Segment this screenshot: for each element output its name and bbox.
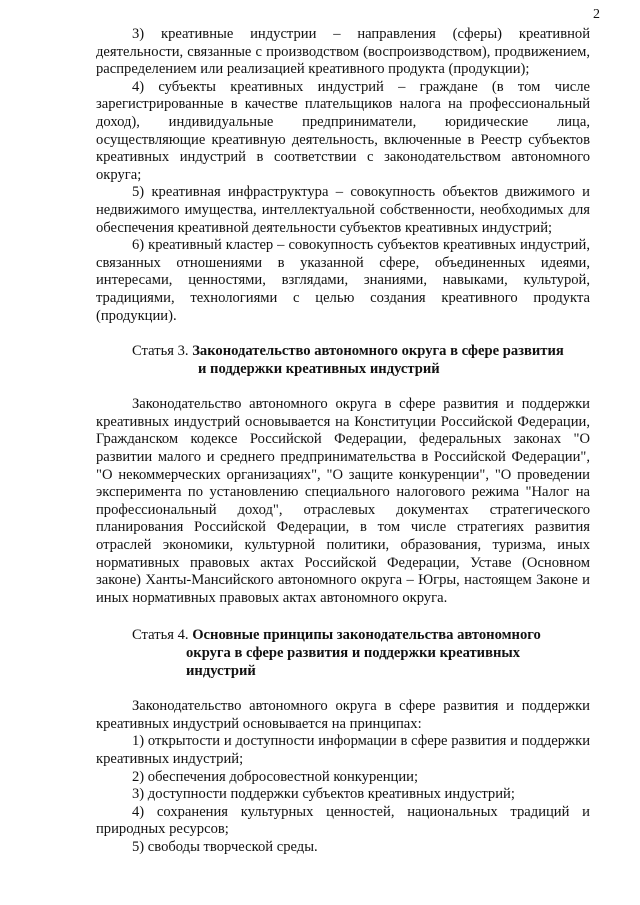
article-3-heading-line: [96, 343, 590, 361]
article-4-number: Статья 4.: [132, 627, 189, 644]
article-4-title-cont: индустрий: [186, 662, 256, 679]
article-3-body: Законодательство автономного округа в сфере развития и поддержки креативных индустрий основывается на Конституции Российской Федерации, Гражданском кодексе Российской Федерации, федеральных законах "О развитии малого и среднего предпринимательства в Российской Федерации", "О некоммерческих организациях", "О защите конкуренции", "О проведении эксперимента по установлению специального налогового режима "Налог на профессиональный доход", отраслевых документах стратегического планирования Российской Федерации, в том числе стратегиях развития отраслей экономики, культурной политики, образования, туризма, иных нормативных правовых актах Российской Федерации, Уставе (Основном законе) Ханты-Мансийского автономного округа – Югры, настоящем Законе и иных нормативных правовых актах автономного округа.: [96, 396, 590, 606]
definition-item: 5) креативная инфраструктура – совокупность объектов движимого и недвижимого имущества, интеллектуальной собственности, необходимых для обеспечения креативной деятельности субъектов креативных индустрий;: [96, 184, 590, 236]
definition-item: 6) креативный кластер – совокупность субъектов креативных индустрий, связанных отношениями в указанной сфере, объединенных идеями, интересами, ценностями, взглядами, знаниями, навыками, культурой, традициями, технологиями с целью создания креативного продукта (продукции).: [96, 237, 590, 324]
article-4-title-cont: округа в сфере развития и поддержки креативных: [186, 645, 521, 661]
principle-item: 4) сохранения культурных ценностей, национальных традиций и природных ресурсов;: [96, 803, 590, 838]
article-4-intro: Законодательство автономного округа в сфере развития и поддержки креативных индустрий основывается на принципах:: [96, 698, 590, 732]
principle-item: 1) открытости и доступности информации в сфере развития и поддержки креативных индустрий;: [96, 733, 590, 767]
principle-item: 5) свободы творческой среды.: [132, 838, 318, 855]
article-4-title: Основные принципы законодательства автономного: [192, 627, 541, 644]
article-3-title: Законодательство автономного округа в сфере развития: [192, 343, 564, 360]
definition-item: 3) креативные индустрии – направления (сферы) креативной деятельности, связанные с производством (воспроизводством), продвижением, распределением или реализацией креативного продукта (продукции);: [96, 26, 590, 78]
principle-item: 2) обеспечения добросовестной конкуренции;: [132, 768, 419, 785]
article-4-heading-line: [96, 627, 590, 645]
article-3-heading: [96, 343, 590, 378]
page-number: 2: [593, 7, 600, 22]
article-4-heading: [96, 627, 590, 680]
article-3-title-cont: и поддержки креативных индустрий: [198, 360, 440, 377]
principle-item: 3) доступности поддержки субъектов креативных индустрий;: [132, 786, 515, 803]
definition-item: 4) субъекты креативных индустрий – граждане (в том числе зарегистрированные в качестве плательщиков налога на профессиональный доход), индивидуальные предприниматели, юридические лица, осуществляющие креативную деятельность, включенные в Реестр субъектов креативных индустрий в соответствии с законодательством автономного округа;: [96, 78, 590, 183]
article-3-number: Статья 3.: [132, 343, 189, 360]
document-body: [96, 26, 590, 857]
